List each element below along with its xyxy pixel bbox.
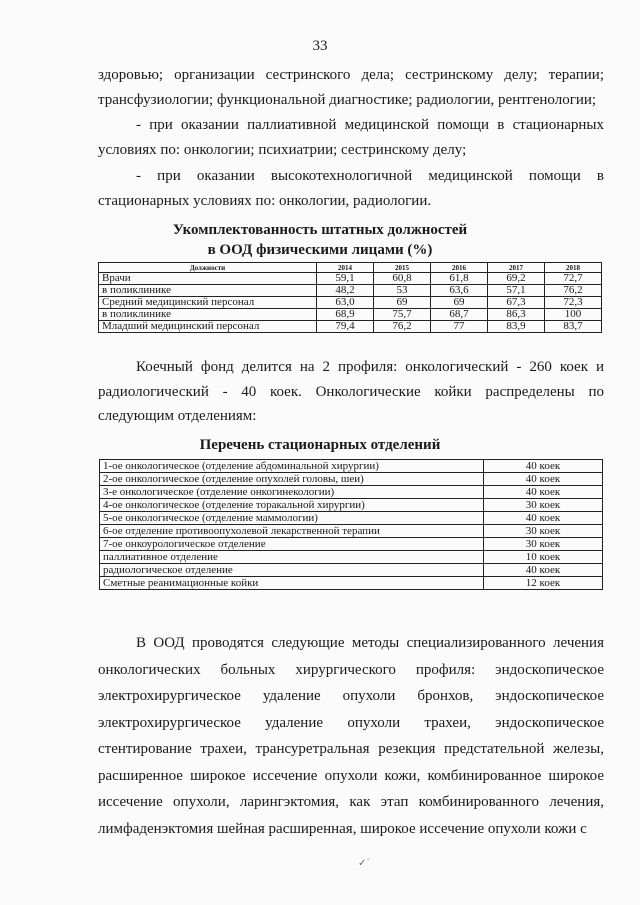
table-cell: 100 [545, 309, 602, 321]
row-label: Средний медицинский персонал [99, 297, 317, 309]
table-row [100, 538, 603, 551]
table-cell: 61,8 [431, 273, 488, 285]
scan-mark-decoration: ✓˙ [358, 858, 370, 869]
table-row [99, 285, 602, 297]
table-cell: 69 [374, 297, 431, 309]
paragraph-hightech: - при оказании высокотехнологичной медицинской помощи в стационарных условиях по: онкологии, радиологии. [98, 168, 604, 209]
header-cell: 2015 [374, 263, 431, 273]
table-cell: 77 [431, 321, 488, 333]
dept-name: Сметные реанимационные койки [100, 577, 484, 590]
header-cell: Должности [99, 263, 317, 273]
dept-name: радиологическое отделение [100, 564, 484, 577]
dept-beds: 30 коек [484, 499, 603, 512]
table-cell: 76,2 [374, 321, 431, 333]
table-cell: 60,8 [374, 273, 431, 285]
dept-beds: 30 коек [484, 538, 603, 551]
table-cell: 53 [374, 285, 431, 297]
dept-beds: 12 коек [484, 577, 603, 590]
dept-name: паллиативное отделение [100, 551, 484, 564]
table-cell: 76,2 [545, 285, 602, 297]
table-row [100, 577, 603, 590]
table-cell: 63,0 [317, 297, 374, 309]
dept-name: 2-ое онкологическое (отделение опухолей головы, шеи) [100, 473, 484, 486]
header-cell: 2018 [545, 263, 602, 273]
paragraph-line: трансфузиологии; функциональной диагностике; радиологии, рентгенологии; [98, 92, 597, 108]
table-row [100, 460, 603, 473]
table-row [100, 551, 603, 564]
row-label: Младший медицинский персонал [99, 321, 317, 333]
table-row [100, 486, 603, 499]
dept-name: 7-ое онкоурологическое отделение [100, 538, 484, 551]
table-cell: 83,7 [545, 321, 602, 333]
dept-table [99, 459, 603, 590]
table-cell: 57,1 [488, 285, 545, 297]
paragraph-beds: Коечный фонд делится на 2 профиля: онкологический - 260 коек и радиологический - 40 коек. Онкологические койки распределены по следующим отделениям: [98, 359, 604, 424]
table-cell: 63,6 [431, 285, 488, 297]
table-cell: 79,4 [317, 321, 374, 333]
dept-beds: 40 коек [484, 564, 603, 577]
header-cell: 2017 [488, 263, 545, 273]
table-row [100, 525, 603, 538]
table-row [100, 473, 603, 486]
table-cell: 59,1 [317, 273, 374, 285]
dept-beds: 30 коек [484, 525, 603, 538]
table-cell: 68,9 [317, 309, 374, 321]
dept-beds: 10 коек [484, 551, 603, 564]
dept-beds: 40 коек [484, 512, 603, 525]
row-label: в поликлинике [99, 309, 317, 321]
page-number: 33 [312, 38, 328, 54]
dept-table-title: Перечень стационарных отделений [199, 437, 441, 453]
dept-beds: 40 коек [484, 486, 603, 499]
table-cell: 69 [431, 297, 488, 309]
dept-beds: 40 коек [484, 460, 603, 473]
table-cell: 68,7 [431, 309, 488, 321]
table-cell: 86,3 [488, 309, 545, 321]
table-row [99, 309, 602, 321]
header-cell: 2014 [317, 263, 374, 273]
table-cell: 72,7 [545, 273, 602, 285]
dept-name: 3-е онкологическое (отделение онкогинекологии) [100, 486, 484, 499]
table-row [100, 512, 603, 525]
dept-name: 5-ое онкологическое (отделение маммологии) [100, 512, 484, 525]
table-cell: 67,3 [488, 297, 545, 309]
header-cell: 2016 [431, 263, 488, 273]
table-row [99, 273, 602, 285]
table-cell: 83,9 [488, 321, 545, 333]
table-row [99, 297, 602, 309]
staff-table-header [99, 263, 602, 273]
dept-name: 4-ое онкологическое (отделение торакальной хирургии) [100, 499, 484, 512]
staff-table-title [0, 220, 640, 260]
dept-beds: 40 коек [484, 473, 603, 486]
table-cell: 48,2 [317, 285, 374, 297]
staff-table-title-line2: в ООД физическими лицами (%) [207, 242, 433, 258]
table-row [99, 321, 602, 333]
staff-table [98, 262, 602, 333]
table-cell: 69,2 [488, 273, 545, 285]
dept-name: 6-ое отделение противоопухолевой лекарственной терапии [100, 525, 484, 538]
table-row [100, 564, 603, 577]
dept-name: 1-ое онкологическое (отделение абдоминальной хирургии) [100, 460, 484, 473]
table-row [100, 499, 603, 512]
table-cell: 72,3 [545, 297, 602, 309]
staff-table-title-line1: Укомплектованность штатных должностей [172, 222, 468, 238]
table-cell: 75,7 [374, 309, 431, 321]
row-label: в поликлинике [99, 285, 317, 297]
row-label: Врачи [99, 273, 317, 285]
paragraph-line: здоровью; организации сестринского дела; сестринскому делу; терапии; [98, 67, 604, 83]
paragraph-palliative: - при оказании паллиативной медицинской помощи в стационарных условиях по: онкологии; психиатрии; сестринскому делу; [98, 117, 604, 158]
paragraph-surgical-methods: В ООД проводятся следующие методы специализированного лечения онкологических больных хирургического профиля: эндоскопическое электрохирургическое удаление опухоли бронхов, эндоскопическое электрохирургическое удаление опухоли трахеи, эндоскопическое стентирование трахеи, трансуретральная резекция предстательной железы, расширенное широкое иссечение опухоли кожи, комбинированное широкое иссечение опухоли, ларингэктомия, как этап комбинированного лечения, лимфаденэктомия шейная расширенная, широкое иссечение опухоли кожи с [98, 635, 604, 837]
